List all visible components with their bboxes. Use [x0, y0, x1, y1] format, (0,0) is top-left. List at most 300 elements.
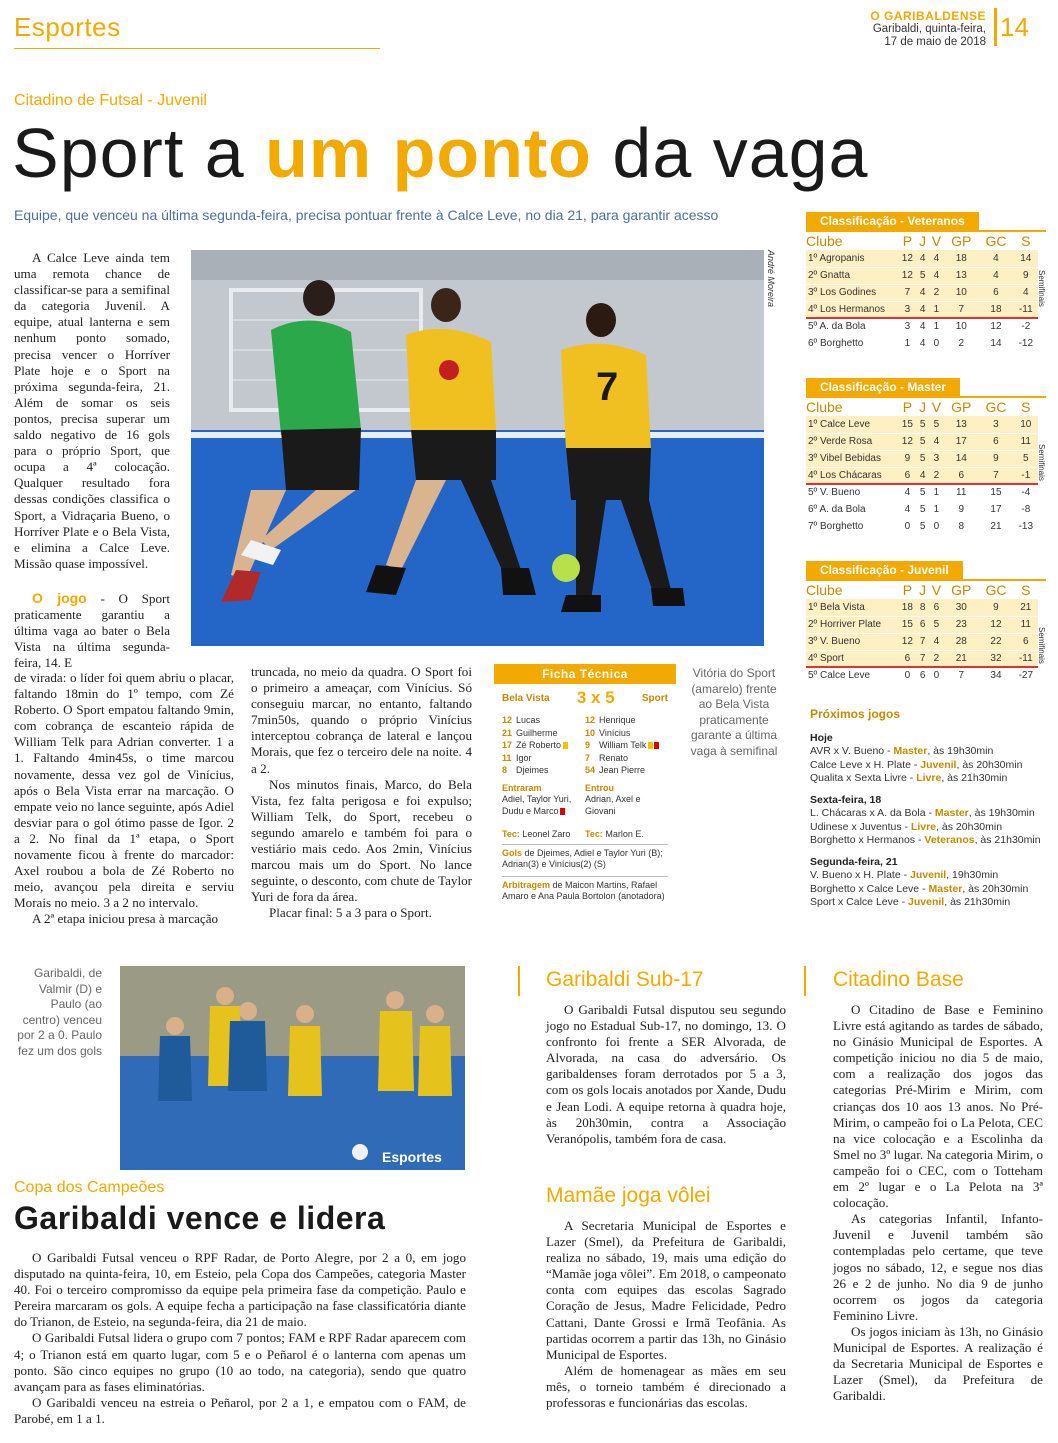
referees-label: Arbitragem [502, 879, 551, 890]
stat-cell: 12 [898, 250, 917, 267]
standings-master [806, 378, 1046, 536]
player-row [585, 727, 668, 740]
player-row [502, 764, 585, 777]
col-header: GP [951, 582, 972, 598]
stat-cell: 17 [944, 433, 978, 450]
game-matchup: Sport x Calce Leve - [810, 896, 909, 908]
player-name: Renato [599, 752, 629, 763]
coach-team-a [502, 829, 585, 839]
goals-text: de Djeimes, Adiel e Taylor Yuri (B); Adrian(3) e Vinícius(2) (S) [502, 847, 663, 869]
yellow-card-icon [648, 742, 653, 749]
team-b-name: Sport [641, 692, 668, 704]
col-header: J [919, 233, 927, 249]
stat-cell: 4 [898, 501, 917, 518]
story-paragraph: A Calce Leve ainda tem uma remota chance de classificar-se para a semifinal da categoria Juvenil. A equipe, atual lanterna e sem nenhum ponto somado, precisa vencer o Horríver Plate hoje e o Sport na próxima segunda-feira, 21. Além de somar os seis pontos, precisa superar um saldo negativo de 16 gols para o próprio Sport, que ocupa a 4ª colocação. Qualquer resultado fora dessas condições classifica o Sport, a Vidraçaria Bueno, o Horríver Plate e o Bela Vista, e elimina a Calce Leve. Missão quase impossível. [14, 250, 170, 571]
stat-cell: 32 [978, 650, 1013, 667]
stat-cell: 5 [929, 616, 945, 633]
club-name: 6º A. da Bola [806, 501, 898, 518]
player-number: 7 [585, 752, 591, 763]
game-day: Sexta-feira, 18 [810, 793, 882, 806]
stat-cell: 15 [898, 616, 917, 633]
stat-cell: 21 [978, 518, 1013, 535]
stat-cell: 8 [944, 518, 978, 535]
headline-part-3: da vaga [591, 114, 869, 192]
story-paragraph: Os jogos iniciam às 13h, no Ginásio Municipal de Esportes. A realização é da Secretaria Municipal de Esportes e Lazer (Smel), da Prefeitura de Garibaldi. [833, 1323, 1043, 1404]
stat-cell: 4 [917, 318, 929, 335]
club-name: 3º Vibel Bebidas [806, 450, 898, 467]
copa-kicker: Copa dos Campeões [14, 1179, 165, 1196]
photo-illustration [120, 966, 465, 1170]
stat-cell: 15 [898, 416, 917, 433]
stat-cell: 12 [978, 616, 1013, 633]
stat-cell: -12 [1014, 335, 1038, 352]
stat-cell: 34 [978, 667, 1013, 684]
svg-text:7: 7 [596, 365, 619, 409]
coach-name: Leonel Zaro [522, 828, 571, 839]
standings-row [806, 650, 1038, 667]
stat-cell: 30 [944, 599, 978, 616]
stat-cell: -27 [1014, 667, 1038, 684]
stat-cell: 4 [917, 284, 929, 301]
player-row [585, 764, 668, 777]
game-row [810, 869, 1050, 883]
stat-cell: 5 [917, 501, 929, 518]
game-category: Juvenil [910, 869, 947, 881]
stat-cell: 2 [929, 284, 945, 301]
stat-cell: 14 [944, 450, 978, 467]
stat-cell: 14 [978, 335, 1013, 352]
standings-table [806, 398, 1038, 536]
standings-row [806, 267, 1038, 284]
header-rule [14, 48, 380, 49]
stat-cell: 17 [978, 501, 1013, 518]
stat-cell: 11 [1014, 433, 1038, 450]
stat-cell: 5 [917, 433, 929, 450]
ball [552, 554, 580, 582]
col-header: V [931, 233, 942, 249]
stat-cell: 6 [978, 284, 1013, 301]
lineup-team-b [585, 714, 668, 839]
game-category: Juvenil [908, 896, 945, 908]
stat-cell: 13 [944, 267, 978, 284]
club-name: 6º Borghetto [806, 335, 898, 352]
subs-label: Entrou [585, 782, 614, 793]
col-header: V [931, 399, 942, 415]
club-name: 1º Calce Leve [806, 416, 898, 433]
game-time: , 19h30min [946, 869, 999, 881]
column-rule [804, 966, 806, 996]
club-name: 4º Los Chácaras [806, 467, 898, 484]
club-name: 1º Bela Vista [806, 599, 898, 616]
club-name: 2º Horriver Plate [806, 616, 898, 633]
stat-cell: 5 [917, 267, 929, 284]
player-name: Jean Pierre [599, 765, 646, 775]
player-number: 9 [585, 740, 591, 750]
story-paragraph: As categorias Infantil, Infanto-Juvenil e Juvenil também são contempladas pelo certame, que teve jogos no sábado, 12, e segue nos dias 26 e 2 de junho. No dia 9 de junho ocorrem os jogos da categoria Feminino Livre. [833, 1211, 1043, 1323]
upcoming-games-list [810, 732, 1050, 910]
player-number: 8 [502, 765, 508, 775]
player-number: 10 [585, 727, 596, 738]
stat-cell: 4 [929, 250, 945, 267]
yellow-card-icon [563, 742, 568, 749]
story-paragraph: O Garibaldi Futsal disputou seu segundo jogo no Estadual Sub-17, no domingo, 13. O confronto foi frente a SER Alvorada, de Alvorada, na casa do adversário. Os garibaldenses foram derrotados por 5 a 3, com os gols locais anotados por Xande, Dudu e Jean Lodi. A equipe retorna à quadra hoje, às 20h30min, contra a Associação Veranópolis, também fora de casa. [546, 1002, 787, 1146]
stat-cell: 4 [978, 250, 1013, 267]
stat-cell: 21 [1014, 599, 1038, 616]
stat-cell: 28 [944, 633, 978, 650]
match-sheet-divider [502, 844, 668, 845]
col-header: V [931, 582, 942, 598]
stat-cell: 11 [1014, 616, 1038, 633]
base-heading: Citadino Base [833, 968, 964, 991]
col-header: GP [951, 233, 972, 249]
game-row [810, 821, 1050, 835]
final-score: 3 x 5 [576, 688, 615, 707]
col-header: S [1021, 233, 1031, 249]
mamae-heading: Mamãe joga vôlei [546, 1184, 711, 1207]
stat-cell: 7 [944, 667, 978, 684]
stat-cell: 8 [917, 599, 929, 616]
headline-highlight: um ponto [265, 114, 592, 192]
stat-cell: 22 [978, 633, 1013, 650]
story-column-2 [251, 664, 472, 922]
game-time: , às 20h30min [956, 758, 1023, 771]
stat-cell: 2 [944, 335, 978, 352]
game-time: , às 21h30min [944, 896, 1011, 908]
standings-header [806, 581, 1038, 599]
stat-cell: 4 [917, 301, 929, 318]
col-header: P [902, 233, 913, 249]
stat-cell: 0 [898, 667, 917, 684]
stat-cell: -13 [1014, 518, 1038, 535]
story-subhead: Equipe, que venceu na última segunda-feira, precisa pontuar frente à Calce Leve, no dia 21, para garantir acesso [14, 207, 719, 223]
team-a-name: Bela Vista [502, 692, 550, 704]
stat-cell: 7 [917, 633, 929, 650]
stat-cell: 12 [978, 318, 1013, 335]
standings-table [806, 232, 1038, 353]
col-header: GC [985, 233, 1007, 249]
col-header: P [902, 582, 913, 598]
standings-title: Classificação - Veteranos [806, 212, 979, 230]
standings-row [806, 335, 1038, 352]
goals-label: Gols [502, 847, 523, 858]
coach-team-b [585, 829, 668, 839]
story-paragraph: O Garibaldi Futsal venceu o RPF Radar, de Porto Alegre, por 2 a 0, em jogo disputado na quinta-feira, 10, em Esteio, pela Copa dos Campeões, categoria Master 40. Foi o terceiro compromisso da equipe pela primeira fase da competição. Paulo e Pereira marcaram os gols. A equipe fecha a participação na fase classificatória diante do Trianon, de Esteio, na segunda-feira, dia 21 de maio. [14, 1250, 466, 1330]
game-row [810, 772, 1050, 786]
game-time: , às 20h30min [936, 820, 1003, 833]
game-row [810, 759, 1050, 773]
club-name: 3º Los Godines [806, 284, 898, 301]
game-day: Segunda-feira, 21 [810, 855, 898, 868]
standings-title: Classificação - Juvenil [806, 561, 963, 579]
story-kicker: Citadino de Futsal - Juvenil [14, 92, 207, 109]
player-name: Igor [516, 752, 532, 763]
player-number: 17 [502, 740, 513, 750]
stat-cell: 6 [944, 467, 978, 484]
standings-row [806, 616, 1038, 633]
stat-cell: 4 [917, 335, 929, 352]
stat-cell: -11 [1014, 650, 1038, 667]
semifinal-label: Semifinais [1037, 444, 1046, 481]
stat-cell: 1 [929, 301, 945, 318]
page-divider [994, 8, 997, 46]
story-paragraph [14, 590, 170, 671]
game-category: Master [893, 745, 928, 757]
photo-caption: Garibaldi, de Valmir (D) e Paulo (ao centro) venceu por 2 a 0. Paulo fez um dos gols [17, 966, 102, 1058]
stat-cell: 6 [1014, 633, 1038, 650]
standings-row [806, 284, 1038, 301]
stat-cell: 13 [944, 416, 978, 433]
game-time: , às 21h30min [974, 834, 1041, 846]
col-header: J [919, 399, 927, 415]
stat-cell: 10 [944, 318, 978, 335]
standings-title: Classificação - Master [806, 378, 960, 396]
stat-cell: 6 [898, 467, 917, 484]
club-name: 5º Calce Leve [806, 667, 898, 684]
story-column-1 [14, 250, 170, 671]
stat-cell: 5 [917, 518, 929, 535]
headline-part-1: Sport a [12, 114, 266, 192]
stat-cell: 3 [978, 416, 1013, 433]
stat-cell: 7 [978, 467, 1013, 484]
player-name: Zé Roberto [516, 740, 562, 750]
dateline-1: Garibaldi, quinta-feira, [872, 23, 986, 35]
stat-cell: 6 [978, 433, 1013, 450]
newspaper-name: O GARIBALDENSE [870, 9, 986, 23]
stat-cell: 18 [978, 301, 1013, 318]
game-time: , às 19h30min [927, 745, 994, 757]
subsection-lead: O jogo [32, 589, 87, 606]
story-paragraph: Além de homenagear as mães em seu mês, o torneio também é direcionado a professoras e funcionárias das escolas. [546, 1362, 786, 1411]
coach-label: Tec: [585, 828, 603, 839]
story-paragraph: O Garibaldi venceu na estreia o Peñarol, por 2 a 1, e empatou com o FAM, de Parobé, em 1 a 1. [14, 1394, 466, 1426]
player-number: 54 [585, 765, 596, 775]
story-paragraph: A Secretaria Municipal de Esportes e Lazer (Smel), da Prefeitura de Garibaldi, realiza no sábado, 19, mais uma edição do “Mamãe joga vôlei”. Em 2018, o campeonato conta com equipes das escolas Sagrado Coração de Jesus, Madre Felicidade, Pedro Cattani, Dante Grossi e Irmã Teofânia. As partidas ocorrem a partir das 13h, no Ginásio Municipal de Esportes. [546, 1218, 786, 1362]
col-header: Clube [806, 582, 843, 598]
player-number: 11 [502, 752, 512, 763]
standings-row [806, 484, 1038, 501]
stat-cell: 18 [898, 599, 917, 616]
match-sheet-score [494, 684, 676, 714]
standings-row [806, 501, 1038, 518]
standings-body [806, 599, 1038, 684]
stat-cell: 1 [929, 501, 945, 518]
standings-juvenil [806, 561, 1046, 685]
photo-logo: Esportes [382, 1149, 442, 1165]
lineups [494, 714, 676, 839]
standings-row [806, 599, 1038, 616]
stat-cell: 18 [944, 250, 978, 267]
standings-table [806, 581, 1038, 685]
stat-cell: 4 [917, 250, 929, 267]
game-row [810, 883, 1050, 897]
game-category: Juvenil [920, 758, 957, 771]
referees-note [494, 880, 676, 903]
game-day: Hoje [810, 731, 833, 744]
sub17-story [546, 1002, 786, 1147]
col-header: P [902, 399, 913, 415]
red-card-icon [654, 742, 659, 749]
subs-text: Adiel, Taylor Yuri, Dudu e Marco [502, 793, 572, 816]
player-row [502, 714, 585, 727]
game-row [810, 834, 1050, 848]
stat-cell: 7 [944, 301, 978, 318]
club-name: 7º Borghetto [806, 518, 898, 535]
standings-header [806, 398, 1038, 416]
stat-cell: -11 [1014, 301, 1038, 318]
player-row [502, 739, 585, 752]
match-sheet-divider [502, 876, 668, 877]
player-number: 12 [585, 715, 596, 725]
futsal-match-photo [191, 250, 764, 646]
stat-cell: 9 [1014, 267, 1038, 284]
stat-cell: 4 [898, 484, 917, 501]
player-row [585, 739, 668, 752]
col-header: J [919, 582, 927, 598]
standings-row [806, 667, 1038, 684]
game-matchup: Borghetto x Hermanos - [810, 834, 925, 846]
standings-row [806, 250, 1038, 267]
stat-cell: 21 [944, 650, 978, 667]
stat-cell: 4 [929, 433, 945, 450]
stat-cell: 6 [929, 599, 945, 616]
stat-cell: 9 [898, 450, 917, 467]
stat-cell: 4 [917, 467, 929, 484]
player-row [502, 752, 585, 765]
game-matchup: Calce Leve x H. Plate - [810, 758, 921, 771]
stat-cell: 14 [1014, 250, 1038, 267]
game-row [810, 807, 1050, 821]
standings-header [806, 232, 1038, 250]
stat-cell: 1 [898, 335, 917, 352]
stat-cell: 4 [929, 267, 945, 284]
game-matchup: Borghetto x Calce Leve - [810, 882, 929, 895]
standings-body [806, 250, 1038, 352]
subs-label: Entraram [502, 782, 542, 793]
story-paragraph: Placar final: 5 a 3 para o Sport. [269, 905, 432, 921]
player-number: 12 [502, 715, 513, 725]
game-matchup: AVR x V. Bueno - [810, 745, 894, 757]
club-name: 5º V. Bueno [806, 484, 898, 501]
sub17-heading: Garibaldi Sub-17 [546, 968, 704, 991]
game-matchup: Udinese x Juventus - [810, 820, 911, 833]
game-category: Veteranos [924, 834, 975, 846]
story-paragraph: A 2ª etapa iniciou presa à marcação [32, 911, 219, 927]
col-header: GC [985, 582, 1007, 598]
story-paragraph: truncada, no meio da quadra. O Sport foi o primeiro a ameaçar, com Vinícius. Só conseguiu marcar, no entanto, faltando 7min50s, quando o próprio Vinícius interceptou cobrança de lateral e lançou Morais, que fez o terceiro dele na noite. 4 a 2. [251, 664, 472, 776]
story-paragraph: O Citadino de Base e Feminino Livre está agitando as tardes de sábado, no Ginásio Municipal de Esportes. A competição iniciou no dia 5 de maio, com a realização dos jogos das categorias Pré-Mirim e Mirim, com crianças dos 10 aos 13 anos. No Pré-Mirim, o campeão foi o La Pelota, CEC na vice colocação e a Escolinha da Smel no 3º lugar. Na categoria Mirim, o campeão foi o CEC, com o Totteham em 2º lugar e o La Pelota na 3ª colocação. [833, 1002, 1043, 1211]
game-row [810, 745, 1050, 759]
player-row [585, 714, 668, 727]
page-number: 14 [1000, 12, 1029, 42]
story-text: - O Sport praticamente garantiu a última vaga ao bater o Bela Vista na última segunda-feira, 14. E [14, 590, 171, 671]
club-name: 2º Gnatta [806, 267, 898, 284]
stat-cell: 12 [898, 433, 917, 450]
club-name: 1º Agropanis [806, 250, 898, 267]
standings-row [806, 450, 1038, 467]
club-name: 4º Sport [806, 650, 898, 667]
base-story [833, 1002, 1043, 1404]
game-time: , às 20h30min [962, 882, 1029, 895]
stat-cell: -4 [1014, 484, 1038, 501]
semifinal-label: Semifinais [1037, 270, 1046, 307]
stat-cell: 1 [929, 318, 945, 335]
stat-cell: 11 [944, 484, 978, 501]
game-time: , às 19h30min [968, 807, 1035, 819]
copa-match-photo [120, 966, 465, 1170]
player-name: William Telk [599, 740, 647, 750]
standings-row [806, 467, 1038, 484]
story-paragraph: de virada: o líder foi quem abriu o placar, faltando 18min do 1º tempo, com Zé Roberto. O Sport empatou faltando 9min, com cobrança de escanteio rápida de William Telk para Adrian converter. 1 a 1. Faltando 4min45s, o time marcou novamente, dessa vez gol de Vinícius, após o Bela Vista errar na marcação. O empate veio no lance seguinte, após Adiel desviar para o gol ótimo passe de Igor. 2 a 2. No final da 1ª etapa, o Sport novamente ficou à frente do marcador: Axel roubou a bola de Zé Roberto no meio, avançou pela direita e serviu Morais no meio. 3 a 2 no intervalo. [14, 670, 234, 911]
semifinal-label: Semifinais [1037, 627, 1046, 664]
match-sheet [494, 664, 676, 929]
player-name: Guilherme [516, 727, 558, 738]
player-name: Henrique [599, 715, 636, 725]
game-matchup: Qualita x Sexta Livre - [810, 772, 917, 784]
standings-row [806, 301, 1038, 318]
coach-label: Tec: [502, 828, 520, 839]
game-time: , às 21h30min [941, 772, 1008, 784]
subs-team-b: Adrian, Axel e Giovani [585, 793, 641, 816]
stat-cell: 5 [917, 484, 929, 501]
game-category: Master [928, 882, 963, 895]
standings-row [806, 633, 1038, 650]
stat-cell: 12 [898, 267, 917, 284]
stat-cell: 23 [944, 616, 978, 633]
game-category: Livre [916, 772, 942, 784]
stat-cell: -1 [1014, 467, 1038, 484]
game-row [810, 896, 1050, 910]
coach-name: Marlon E. [605, 828, 644, 839]
subs-team-a [502, 793, 585, 817]
col-header: S [1021, 582, 1031, 598]
stat-cell: -2 [1014, 318, 1038, 335]
col-header: S [1021, 399, 1031, 415]
match-sheet-title: Ficha Técnica [494, 664, 676, 684]
club-name: 4º Los Hermanos [806, 301, 898, 318]
stat-cell: 6 [898, 650, 917, 667]
game-matchup: L. Chácaras x A. da Bola - [810, 807, 935, 819]
stat-cell: 12 [898, 633, 917, 650]
standings-veteranos [806, 212, 1046, 353]
stat-cell: 2 [929, 467, 945, 484]
story-paragraph: Nos minutos finais, Marco, do Bela Vista, fez falta perigosa e foi expulso; William Telk, do Sport, recebeu o segundo amarelo e também foi para o vestiário mais cedo. Aos 2min, Vinícius marcou mais um do Sport. No lance seguinte, o desconto, com chute de Taylor Yuri de fora da área. [251, 776, 472, 905]
game-category: Livre [910, 820, 937, 833]
stat-cell: 7 [917, 650, 929, 667]
stat-cell: 15 [978, 484, 1013, 501]
col-header: Clube [806, 233, 843, 249]
stat-cell: 7 [898, 284, 917, 301]
referees-text: de Maicon Martins, Rafael Amaro e Ana Paula Bortolon (anotadora) [502, 879, 665, 901]
stat-cell: 3 [898, 318, 917, 335]
player-number: 21 [502, 727, 513, 738]
stat-cell: 9 [978, 450, 1013, 467]
upcoming-games [810, 708, 1050, 910]
player-row [502, 727, 585, 740]
player-name: Vinícius [599, 727, 631, 738]
stat-cell: 0 [929, 667, 945, 684]
col-header: GC [985, 399, 1007, 415]
stat-cell: 0 [898, 518, 917, 535]
story-column-1-continued [14, 670, 234, 928]
game-matchup: V. Bueno x H. Plate - [810, 869, 911, 881]
story-paragraph: O Garibaldi Futsal lidera o grupo com 7 pontos; FAM e RPF Radar aparecem com 4; o Trianon está em quarto lugar, com 5 e o Peñarol é o lanterna com apenas um ponto. São cinco equipes no grupo (10 ao todo, na categoria), sendo que quatro avançam para as fases eliminatórias. [14, 1330, 466, 1394]
stat-cell: 10 [1014, 416, 1038, 433]
club-name: 3º V. Bueno [806, 633, 898, 650]
stat-cell: 4 [978, 267, 1013, 284]
stat-cell: 2 [929, 650, 945, 667]
stat-cell: 0 [929, 335, 945, 352]
goals-note [494, 848, 676, 871]
